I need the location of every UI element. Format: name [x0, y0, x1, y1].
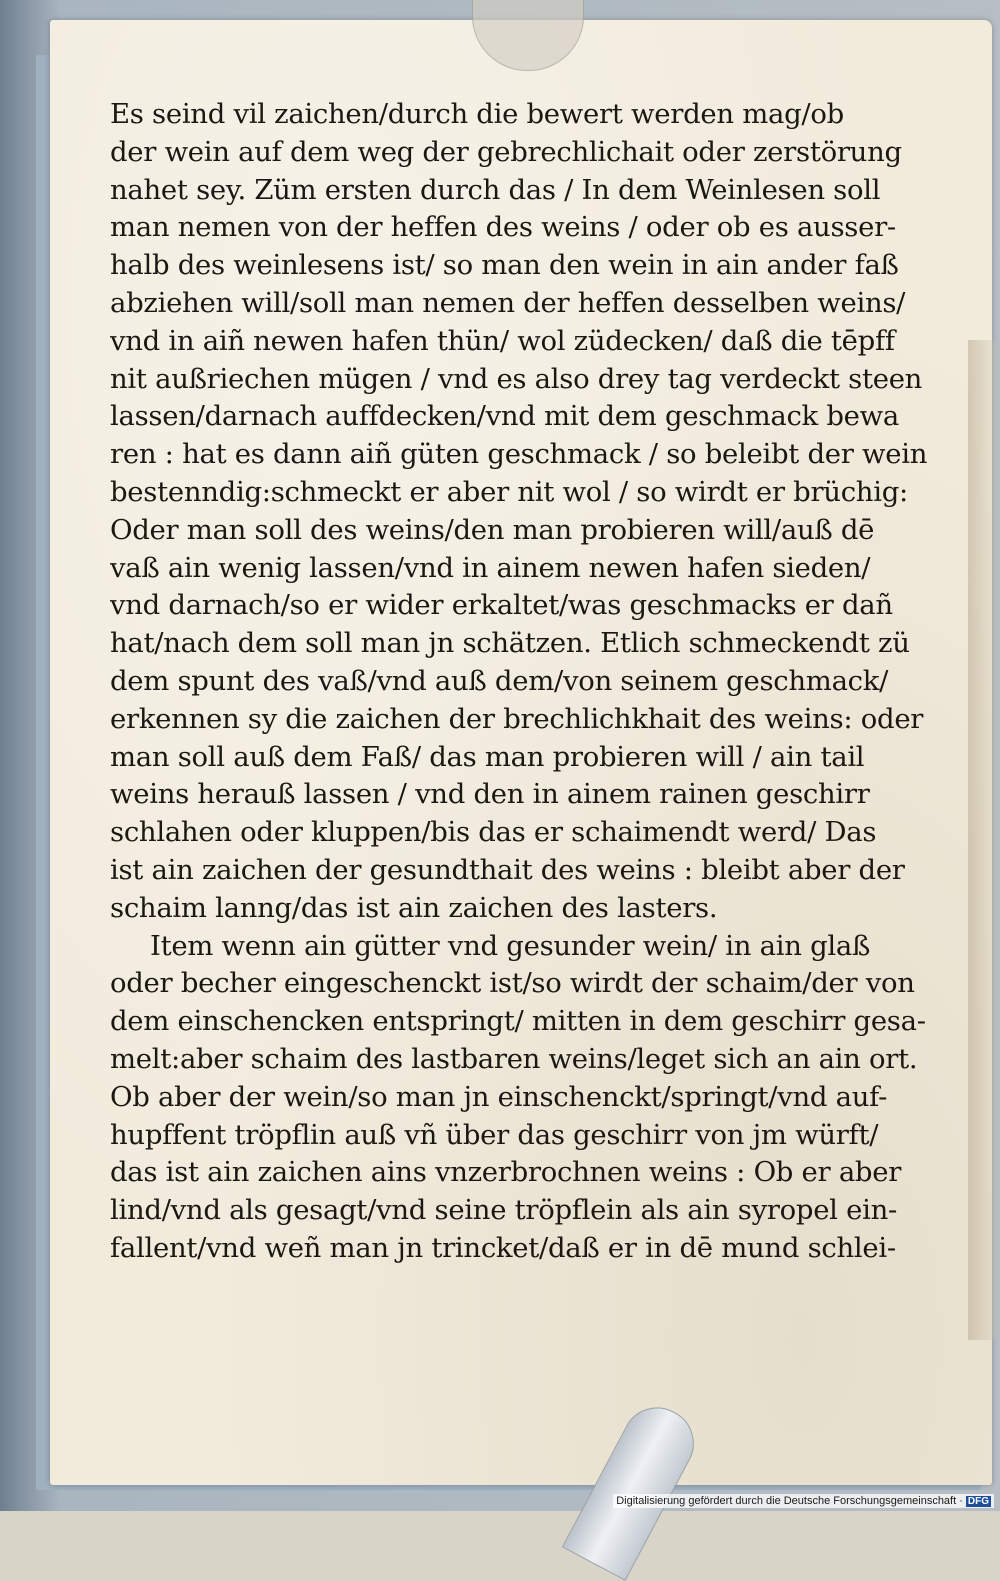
text-line: melt:aber schaim des lastbaren weins/leget sich an ain ort.	[110, 1042, 918, 1075]
text-line: man soll auß dem Faß/ das man probieren will / ain tail	[110, 740, 865, 773]
text-line: dem spunt des vaß/vnd auß dem/von seinem geschmack/	[110, 664, 889, 697]
text-line: Item wenn ain gütter vnd gesunder wein/ in ain glaß	[150, 929, 871, 962]
dfg-logo: DFG	[967, 1496, 989, 1507]
text-line: fallent/vnd weñ man jn trincket/daß er in dē mund schlei-	[110, 1231, 896, 1264]
text-line: weins herauß lassen / vnd den in ainem rainen geschirr	[110, 778, 870, 811]
text-line: ren : hat es dann aiñ güten geschmack / so beleibt der wein	[110, 438, 928, 471]
text-line: schlahen oder kluppen/bis das er schaimendt werd/ Das	[110, 816, 877, 849]
text-line: erkennen sy die zaichen der brechlichkhait des weins: oder	[110, 702, 924, 735]
text-line: hupffent tröpflin auß vñ über das geschirr von jm würft/	[110, 1118, 879, 1151]
text-line: nit außriechen mügen / vnd es also drey tag verdeckt steen	[110, 362, 923, 395]
text-line: lassen/darnach auffdecken/vnd mit dem geschmack bewa	[110, 400, 899, 433]
text-line: Ob aber der wein/so man jn einschenckt/springt/vnd auf-	[110, 1080, 888, 1113]
text-line: abziehen will/soll man nemen der heffen desselben weins/	[110, 286, 906, 319]
text-line: ist ain zaichen der gesundthait des weins : bleibt aber der	[110, 853, 905, 886]
text-line: lind/vnd als gesagt/vnd seine tröpflein als ain syropel ein-	[110, 1194, 897, 1227]
text-line: man nemen von der heffen des weins / oder ob es ausser-	[110, 211, 896, 244]
text-line: nahet sey. Züm ersten durch das / In dem Weinlesen soll	[110, 173, 881, 206]
text-line: bestenndig:schmeckt er aber nit wol / so wirdt er brüchig:	[110, 475, 908, 508]
credit-text: Digitalisierung gefördert durch die Deutsche Forschungsgemeinschaft ·	[616, 1495, 963, 1507]
text-line: das ist ain zaichen ains vnzerbrochnen weins : Ob er aber	[110, 1156, 902, 1189]
text-line: hat/nach dem soll man jn schätzen. Etlich schmeckendt zü	[110, 627, 910, 660]
text-line: vnd darnach/so er wider erkaltet/was geschmacks er dañ	[110, 589, 893, 622]
text-line: Oder man soll des weins/den man probieren will/auß dē	[110, 513, 875, 546]
text-line: schaim lanng/das ist ain zaichen des lasters.	[110, 891, 718, 924]
text-line: dem einschencken entspringt/ mitten in dem geschirr gesa-	[110, 1005, 926, 1038]
page-text	[110, 96, 942, 1268]
text-line: oder becher eingeschenckt ist/so wirdt der schaim/der von	[110, 967, 915, 1000]
text-line: halb des weinlesens ist/ so man den wein in ain ander faß	[110, 249, 899, 282]
text-line: vnd in aiñ newen hafen thün/ wol züdecken/ daß die tēpff	[110, 324, 895, 357]
text-line: vaß ain wenig lassen/vnd in ainem newen hafen sieden/	[110, 551, 871, 584]
page-edge	[968, 340, 996, 1340]
digitization-credit	[613, 1494, 994, 1508]
text-line: Es seind vil zaichen/durch die bewert werden mag/ob	[110, 98, 844, 130]
text-line: der wein auf dem weg der gebrechlichait oder zerstörung	[110, 135, 902, 168]
